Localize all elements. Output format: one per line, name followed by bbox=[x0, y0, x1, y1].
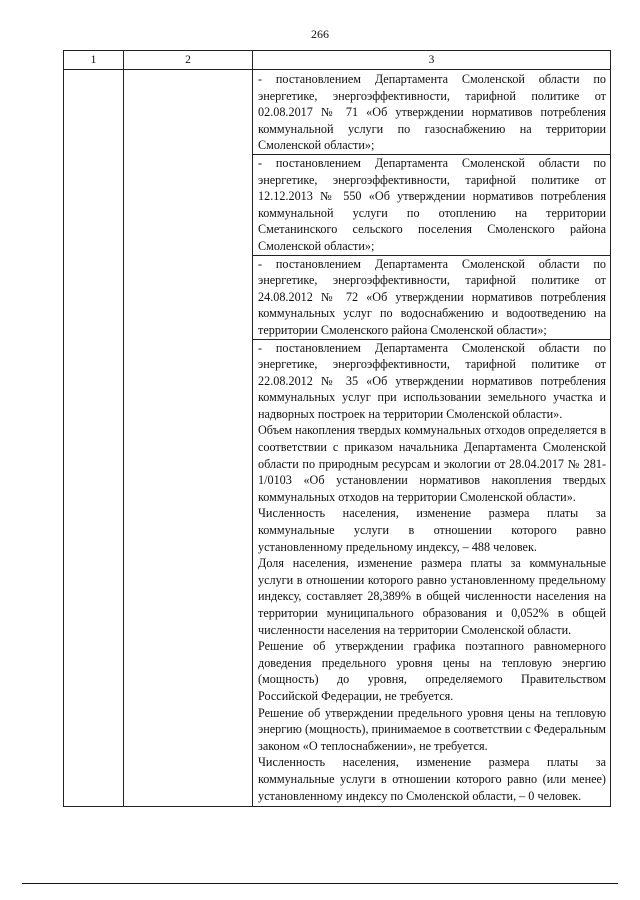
column-1-cell bbox=[64, 70, 124, 807]
table-row bbox=[64, 70, 611, 807]
column-header-1: 1 bbox=[64, 51, 124, 70]
paragraph-1: - постановлением Департамента Смоленской области по энергетике, энергоэффективности, тарифной политике от 02.08.2017 № 71 «Об утверждении нормативов потребления коммунальной услуги по газоснабжению на территории Смоленской области»; bbox=[258, 72, 606, 153]
paragraph-6: Численность населения, изменение размера платы за коммунальные услуги в отношении которого равно установленному предельному индексу, – 488 человек. bbox=[258, 506, 606, 554]
paragraph-9: Решение об утверждении предельного уровня цены на тепловую энергию (мощность), принимаемое в соответствии с Федеральным законом «О теплоснабжении», не требуется. bbox=[258, 705, 606, 753]
column-header-3: 3 bbox=[253, 51, 611, 70]
paragraph-10: Численность населения, изменение размера платы за коммунальные услуги в отношении которого равно (или менее) установленному индексу по Смоленской области, – 0 человек. bbox=[258, 755, 606, 803]
table-header-row bbox=[64, 51, 611, 70]
column-2-cell bbox=[124, 70, 253, 807]
paragraph-2: - постановлением Департамента Смоленской области по энергетике, энергоэффективности, тарифной политике от 12.12.2013 № 550 «Об утверждении нормативов потребления коммунальной услуги по отоплению на территории Сметанинского сельского поселения Смоленского района Смоленской области»; bbox=[253, 154, 610, 255]
document-table bbox=[63, 50, 611, 807]
paragraph-7: Доля населения, изменение размера платы за коммунальные услуги в отношении которого равно установленному предельному индексу, составляет 28,389% в общей численности населения на территории муниципального образования и 0,052% в общей численности населения на территории Смоленской области. bbox=[258, 556, 606, 637]
column-3-cell bbox=[253, 70, 611, 807]
paragraph-8: Решение об утверждении графика поэтапного равномерного доведения предельного уровня цены на тепловую энергию (мощность) до уровня, определяемого Правительством Российской Федерации, не требуется. bbox=[258, 639, 606, 703]
paragraph-3: - постановлением Департамента Смоленской области по энергетике, энергоэффективности, тарифной политике от 24.08.2012 № 72 «Об утверждении нормативов потребления коммунальных услуг по водоснабжению и водоотведению на территории Смоленского района Смоленской области»; bbox=[253, 255, 610, 339]
paragraph-5: Объем накопления твердых коммунальных отходов определяется в соответствии с приказом начальника Департамента Смоленской области по природным ресурсам и экологии от 28.04.2017 № 281-1/0103 «Об установлении нормативов накопления твердых коммунальных отходов на территории Смоленской области». bbox=[258, 423, 606, 504]
page-number: 266 bbox=[311, 27, 329, 41]
paragraph-4: - постановлением Департамента Смоленской области по энергетике, энергоэффективности, тарифной политике от 22.08.2012 № 35 «Об утверждении нормативов потребления коммунальных услуг при использовании земельного участка и надворных построек на территории Смоленской области». bbox=[253, 339, 610, 423]
column-header-2: 2 bbox=[124, 51, 253, 70]
bottom-rule bbox=[22, 883, 618, 884]
